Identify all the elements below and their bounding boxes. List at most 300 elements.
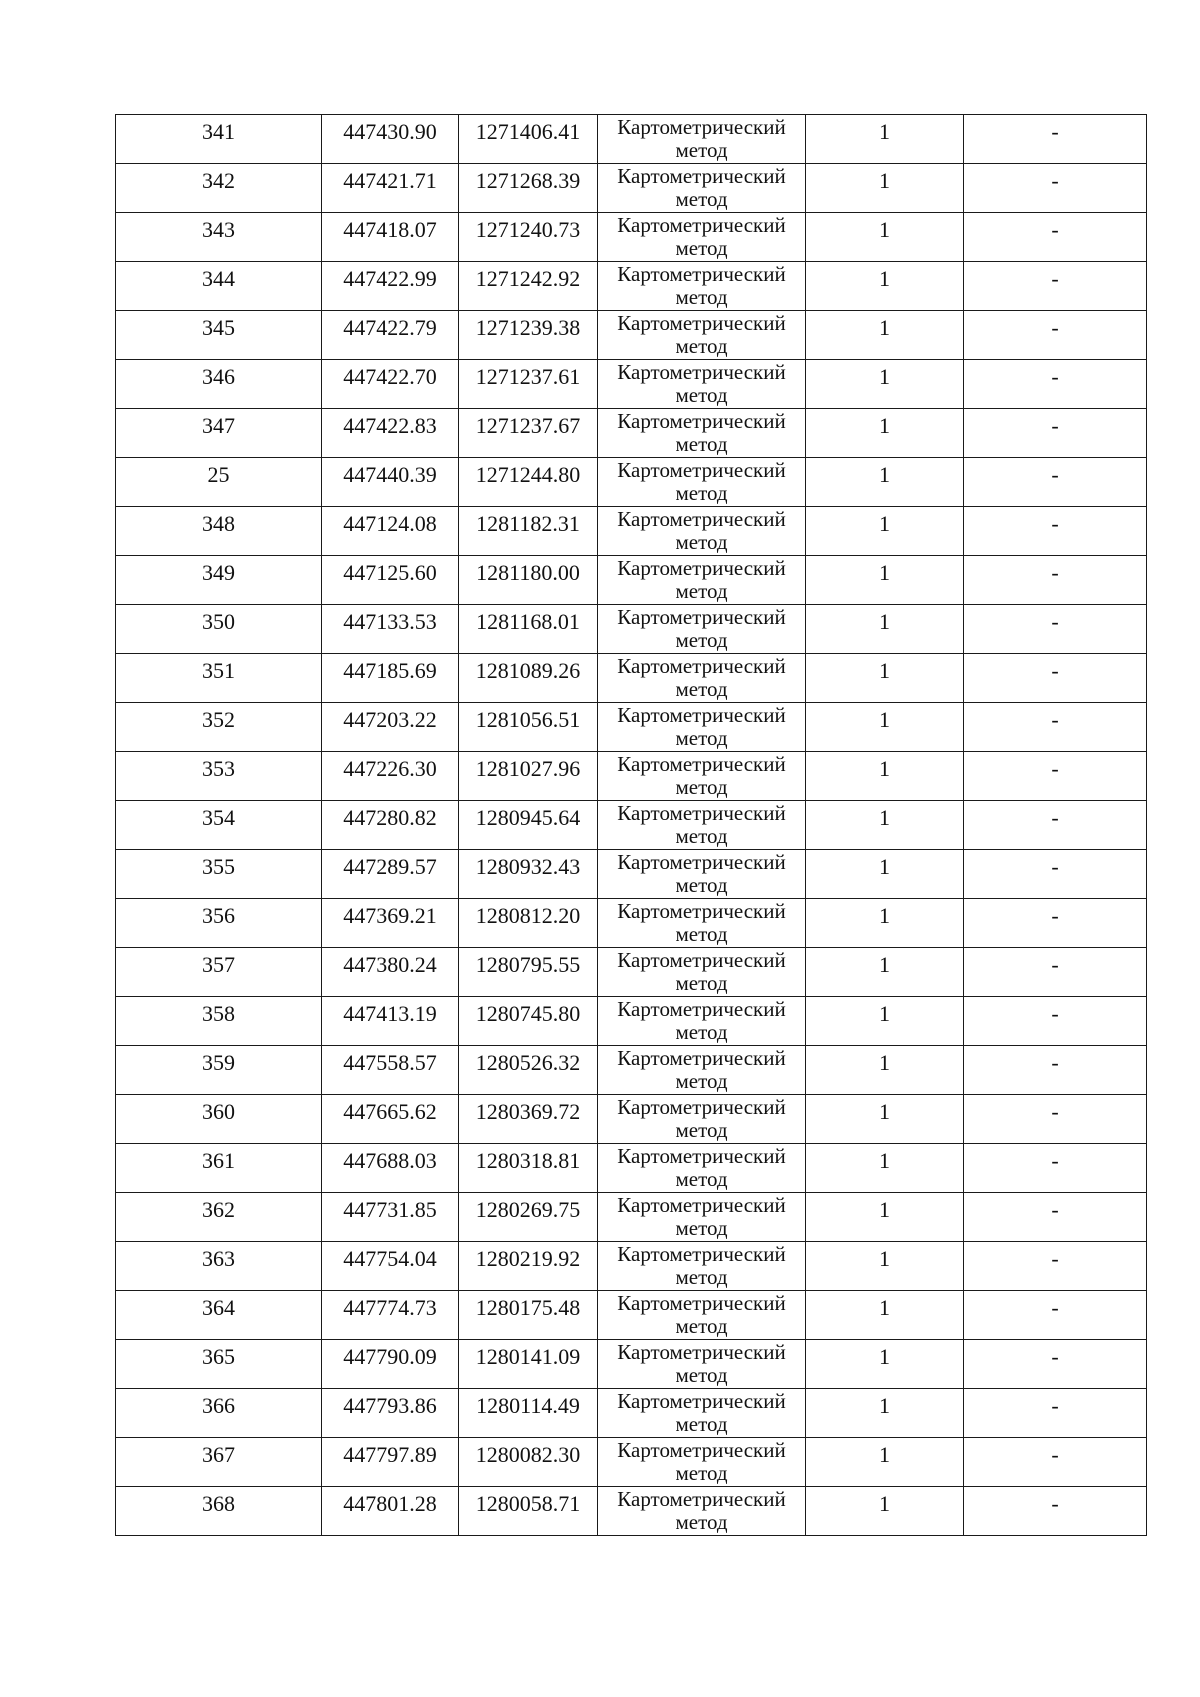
- note-cell: [964, 1193, 1147, 1242]
- error-cell: [806, 115, 964, 164]
- cell-text: 1271242.92: [475, 266, 581, 291]
- x-coordinate-cell: [322, 703, 459, 752]
- cell-text: 1: [879, 658, 890, 683]
- cell-text: -: [1051, 1197, 1059, 1222]
- cell-text: Картометрический метод: [617, 556, 786, 603]
- note-cell: [964, 213, 1147, 262]
- note-cell: [964, 1046, 1147, 1095]
- point-number-cell: [116, 1095, 322, 1144]
- cell-text: 358: [202, 1001, 235, 1026]
- cell-text: 345: [202, 315, 235, 340]
- cell-text: -: [1051, 1491, 1059, 1516]
- point-number-cell: [116, 1291, 322, 1340]
- table-row: [116, 360, 1147, 409]
- error-cell: [806, 1046, 964, 1095]
- method-cell: [598, 213, 806, 262]
- cell-text: 343: [202, 217, 235, 242]
- table-row: [116, 213, 1147, 262]
- note-cell: [964, 262, 1147, 311]
- cell-text: 447790.09: [343, 1344, 437, 1369]
- cell-text: Картометрический метод: [617, 752, 786, 799]
- cell-text: Картометрический метод: [617, 213, 786, 260]
- point-number-cell: [116, 899, 322, 948]
- cell-text: 1: [879, 1050, 890, 1075]
- cell-text: 342: [202, 168, 235, 193]
- y-coordinate-cell: [459, 1438, 598, 1487]
- cell-text: 1280269.75: [475, 1197, 581, 1222]
- note-cell: [964, 556, 1147, 605]
- x-coordinate-cell: [322, 1438, 459, 1487]
- cell-text: 447688.03: [343, 1148, 437, 1173]
- table-row: [116, 1144, 1147, 1193]
- cell-text: 1: [879, 1148, 890, 1173]
- point-number-cell: [116, 850, 322, 899]
- x-coordinate-cell: [322, 1291, 459, 1340]
- cell-text: -: [1051, 1295, 1059, 1320]
- note-cell: [964, 850, 1147, 899]
- y-coordinate-cell: [459, 1291, 598, 1340]
- coordinates-table: [115, 114, 1147, 1536]
- cell-text: -: [1051, 1099, 1059, 1124]
- cell-text: 1: [879, 462, 890, 487]
- x-coordinate-cell: [322, 1389, 459, 1438]
- error-cell: [806, 507, 964, 556]
- error-cell: [806, 1291, 964, 1340]
- cell-text: 1271239.38: [475, 315, 581, 340]
- cell-text: 355: [202, 854, 235, 879]
- cell-text: 365: [202, 1344, 235, 1369]
- point-number-cell: [116, 948, 322, 997]
- table-row: [116, 1438, 1147, 1487]
- cell-text: 1: [879, 168, 890, 193]
- cell-text: 447422.99: [343, 266, 437, 291]
- table-row: [116, 997, 1147, 1046]
- y-coordinate-cell: [459, 899, 598, 948]
- cell-text: 356: [202, 903, 235, 928]
- cell-text: 447731.85: [343, 1197, 437, 1222]
- cell-text: 447185.69: [343, 658, 437, 683]
- cell-text: Картометрический метод: [617, 1340, 786, 1387]
- point-number-cell: [116, 1046, 322, 1095]
- table-row: [116, 556, 1147, 605]
- error-cell: [806, 703, 964, 752]
- method-cell: [598, 1438, 806, 1487]
- point-number-cell: [116, 1242, 322, 1291]
- table-row: [116, 115, 1147, 164]
- point-number-cell: [116, 997, 322, 1046]
- y-coordinate-cell: [459, 311, 598, 360]
- cell-text: Картометрический метод: [617, 1389, 786, 1436]
- table-row: [116, 1095, 1147, 1144]
- cell-text: 1: [879, 119, 890, 144]
- cell-text: 1: [879, 1246, 890, 1271]
- point-number-cell: [116, 360, 322, 409]
- cell-text: 1: [879, 805, 890, 830]
- cell-text: Картометрический метод: [617, 850, 786, 897]
- cell-text: 1: [879, 1295, 890, 1320]
- cell-text: Картометрический метод: [617, 948, 786, 995]
- cell-text: 447440.39: [343, 462, 437, 487]
- cell-text: Картометрический метод: [617, 458, 786, 505]
- method-cell: [598, 1046, 806, 1095]
- cell-text: 1271406.41: [475, 119, 581, 144]
- y-coordinate-cell: [459, 801, 598, 850]
- point-number-cell: [116, 115, 322, 164]
- cell-text: 352: [202, 707, 235, 732]
- y-coordinate-cell: [459, 850, 598, 899]
- cell-text: Картометрический метод: [617, 507, 786, 554]
- method-cell: [598, 458, 806, 507]
- method-cell: [598, 948, 806, 997]
- cell-text: 447289.57: [343, 854, 437, 879]
- error-cell: [806, 164, 964, 213]
- cell-text: Картометрический метод: [617, 409, 786, 456]
- cell-text: 447558.57: [343, 1050, 437, 1075]
- method-cell: [598, 1340, 806, 1389]
- note-cell: [964, 948, 1147, 997]
- y-coordinate-cell: [459, 997, 598, 1046]
- y-coordinate-cell: [459, 458, 598, 507]
- cell-text: Картометрический метод: [617, 605, 786, 652]
- cell-text: 1: [879, 1099, 890, 1124]
- cell-text: Картометрический метод: [617, 1242, 786, 1289]
- point-number-cell: [116, 458, 322, 507]
- cell-text: 1: [879, 413, 890, 438]
- x-coordinate-cell: [322, 1193, 459, 1242]
- cell-text: -: [1051, 756, 1059, 781]
- cell-text: 447422.83: [343, 413, 437, 438]
- method-cell: [598, 801, 806, 850]
- x-coordinate-cell: [322, 164, 459, 213]
- error-cell: [806, 213, 964, 262]
- note-cell: [964, 752, 1147, 801]
- cell-text: -: [1051, 805, 1059, 830]
- y-coordinate-cell: [459, 1193, 598, 1242]
- cell-text: -: [1051, 1393, 1059, 1418]
- cell-text: Картометрический метод: [617, 1487, 786, 1534]
- cell-text: 447125.60: [343, 560, 437, 585]
- x-coordinate-cell: [322, 213, 459, 262]
- cell-text: 349: [202, 560, 235, 585]
- cell-text: 354: [202, 805, 235, 830]
- error-cell: [806, 850, 964, 899]
- table-row: [116, 409, 1147, 458]
- cell-text: 344: [202, 266, 235, 291]
- cell-text: -: [1051, 119, 1059, 144]
- cell-text: 1: [879, 1393, 890, 1418]
- cell-text: -: [1051, 1001, 1059, 1026]
- error-cell: [806, 262, 964, 311]
- method-cell: [598, 1242, 806, 1291]
- note-cell: [964, 311, 1147, 360]
- y-coordinate-cell: [459, 752, 598, 801]
- note-cell: [964, 164, 1147, 213]
- cell-text: 447801.28: [343, 1491, 437, 1516]
- cell-text: 1280082.30: [475, 1442, 581, 1467]
- cell-text: Картометрический метод: [617, 1193, 786, 1240]
- y-coordinate-cell: [459, 1487, 598, 1536]
- point-number-cell: [116, 311, 322, 360]
- x-coordinate-cell: [322, 1046, 459, 1095]
- cell-text: 447422.79: [343, 315, 437, 340]
- y-coordinate-cell: [459, 213, 598, 262]
- x-coordinate-cell: [322, 752, 459, 801]
- error-cell: [806, 458, 964, 507]
- error-cell: [806, 752, 964, 801]
- y-coordinate-cell: [459, 556, 598, 605]
- cell-text: Картометрический метод: [617, 360, 786, 407]
- table-row: [116, 703, 1147, 752]
- cell-text: -: [1051, 413, 1059, 438]
- y-coordinate-cell: [459, 262, 598, 311]
- cell-text: -: [1051, 854, 1059, 879]
- cell-text: Картометрический метод: [617, 801, 786, 848]
- cell-text: 25: [207, 462, 230, 487]
- error-cell: [806, 1193, 964, 1242]
- method-cell: [598, 262, 806, 311]
- error-cell: [806, 311, 964, 360]
- x-coordinate-cell: [322, 850, 459, 899]
- cell-text: 1280745.80: [475, 1001, 581, 1026]
- point-number-cell: [116, 507, 322, 556]
- cell-text: 350: [202, 609, 235, 634]
- y-coordinate-cell: [459, 605, 598, 654]
- note-cell: [964, 801, 1147, 850]
- cell-text: -: [1051, 1050, 1059, 1075]
- cell-text: 1280318.81: [475, 1148, 581, 1173]
- point-number-cell: [116, 1438, 322, 1487]
- cell-text: 359: [202, 1050, 235, 1075]
- x-coordinate-cell: [322, 801, 459, 850]
- method-cell: [598, 1487, 806, 1536]
- method-cell: [598, 899, 806, 948]
- x-coordinate-cell: [322, 605, 459, 654]
- point-number-cell: [116, 262, 322, 311]
- cell-text: 353: [202, 756, 235, 781]
- method-cell: [598, 1095, 806, 1144]
- cell-text: 363: [202, 1246, 235, 1271]
- cell-text: -: [1051, 1344, 1059, 1369]
- error-cell: [806, 997, 964, 1046]
- cell-text: 1: [879, 1344, 890, 1369]
- error-cell: [806, 605, 964, 654]
- method-cell: [598, 311, 806, 360]
- cell-text: 347: [202, 413, 235, 438]
- cell-text: 360: [202, 1099, 235, 1124]
- cell-text: 1: [879, 1001, 890, 1026]
- error-cell: [806, 556, 964, 605]
- x-coordinate-cell: [322, 1242, 459, 1291]
- cell-text: 1280526.32: [475, 1050, 581, 1075]
- cell-text: 447421.71: [343, 168, 437, 193]
- cell-text: 1271268.39: [475, 168, 581, 193]
- method-cell: [598, 605, 806, 654]
- table-row: [116, 1291, 1147, 1340]
- x-coordinate-cell: [322, 262, 459, 311]
- table-body: [116, 115, 1147, 1536]
- cell-text: 1: [879, 903, 890, 928]
- cell-text: Картометрический метод: [617, 1046, 786, 1093]
- method-cell: [598, 997, 806, 1046]
- cell-text: 1281056.51: [475, 707, 581, 732]
- table-row: [116, 752, 1147, 801]
- cell-text: -: [1051, 1246, 1059, 1271]
- cell-text: -: [1051, 903, 1059, 928]
- note-cell: [964, 605, 1147, 654]
- x-coordinate-cell: [322, 115, 459, 164]
- cell-text: -: [1051, 1148, 1059, 1173]
- cell-text: 1280945.64: [475, 805, 581, 830]
- cell-text: Картометрический метод: [617, 115, 786, 162]
- method-cell: [598, 703, 806, 752]
- point-number-cell: [116, 1340, 322, 1389]
- cell-text: -: [1051, 952, 1059, 977]
- note-cell: [964, 1095, 1147, 1144]
- cell-text: 1280369.72: [475, 1099, 581, 1124]
- cell-text: 1: [879, 511, 890, 536]
- cell-text: 1280219.92: [475, 1246, 581, 1271]
- note-cell: [964, 360, 1147, 409]
- y-coordinate-cell: [459, 409, 598, 458]
- note-cell: [964, 115, 1147, 164]
- cell-text: 1: [879, 854, 890, 879]
- table-row: [116, 899, 1147, 948]
- cell-text: 357: [202, 952, 235, 977]
- cell-text: 346: [202, 364, 235, 389]
- cell-text: -: [1051, 315, 1059, 340]
- point-number-cell: [116, 1193, 322, 1242]
- error-cell: [806, 1144, 964, 1193]
- cell-text: 447793.86: [343, 1393, 437, 1418]
- error-cell: [806, 1095, 964, 1144]
- note-cell: [964, 703, 1147, 752]
- cell-text: 1271244.80: [475, 462, 581, 487]
- x-coordinate-cell: [322, 1095, 459, 1144]
- x-coordinate-cell: [322, 948, 459, 997]
- cell-text: 447754.04: [343, 1246, 437, 1271]
- y-coordinate-cell: [459, 654, 598, 703]
- note-cell: [964, 1340, 1147, 1389]
- method-cell: [598, 164, 806, 213]
- point-number-cell: [116, 409, 322, 458]
- error-cell: [806, 948, 964, 997]
- cell-text: 447665.62: [343, 1099, 437, 1124]
- cell-text: -: [1051, 707, 1059, 732]
- table-row: [116, 1193, 1147, 1242]
- cell-text: 1280175.48: [475, 1295, 581, 1320]
- point-number-cell: [116, 703, 322, 752]
- cell-text: 1281180.00: [476, 560, 580, 585]
- error-cell: [806, 1340, 964, 1389]
- cell-text: 447226.30: [343, 756, 437, 781]
- y-coordinate-cell: [459, 360, 598, 409]
- cell-text: 1280141.09: [475, 1344, 581, 1369]
- x-coordinate-cell: [322, 1144, 459, 1193]
- cell-text: 361: [202, 1148, 235, 1173]
- table-row: [116, 507, 1147, 556]
- note-cell: [964, 409, 1147, 458]
- cell-text: 447430.90: [343, 119, 437, 144]
- point-number-cell: [116, 605, 322, 654]
- y-coordinate-cell: [459, 1144, 598, 1193]
- cell-text: 1: [879, 1197, 890, 1222]
- point-number-cell: [116, 1487, 322, 1536]
- cell-text: 1: [879, 266, 890, 291]
- y-coordinate-cell: [459, 507, 598, 556]
- point-number-cell: [116, 654, 322, 703]
- note-cell: [964, 1487, 1147, 1536]
- table-row: [116, 262, 1147, 311]
- cell-text: 447124.08: [343, 511, 437, 536]
- x-coordinate-cell: [322, 1340, 459, 1389]
- cell-text: Картометрический метод: [617, 703, 786, 750]
- note-cell: [964, 997, 1147, 1046]
- cell-text: 447774.73: [343, 1295, 437, 1320]
- note-cell: [964, 458, 1147, 507]
- cell-text: 368: [202, 1491, 235, 1516]
- table-row: [116, 311, 1147, 360]
- note-cell: [964, 1144, 1147, 1193]
- table-row: [116, 801, 1147, 850]
- x-coordinate-cell: [322, 507, 459, 556]
- error-cell: [806, 801, 964, 850]
- table-row: [116, 1340, 1147, 1389]
- cell-text: Картометрический метод: [617, 1144, 786, 1191]
- error-cell: [806, 1242, 964, 1291]
- table-row: [116, 654, 1147, 703]
- cell-text: 447133.53: [343, 609, 437, 634]
- point-number-cell: [116, 213, 322, 262]
- cell-text: -: [1051, 364, 1059, 389]
- point-number-cell: [116, 1144, 322, 1193]
- table-row: [116, 458, 1147, 507]
- cell-text: Картометрический метод: [617, 654, 786, 701]
- cell-text: Картометрический метод: [617, 899, 786, 946]
- point-number-cell: [116, 752, 322, 801]
- y-coordinate-cell: [459, 1095, 598, 1144]
- cell-text: 1281182.31: [476, 511, 580, 536]
- method-cell: [598, 850, 806, 899]
- cell-text: 364: [202, 1295, 235, 1320]
- x-coordinate-cell: [322, 654, 459, 703]
- y-coordinate-cell: [459, 1242, 598, 1291]
- cell-text: 447413.19: [343, 1001, 437, 1026]
- note-cell: [964, 899, 1147, 948]
- method-cell: [598, 507, 806, 556]
- cell-text: 1280932.43: [475, 854, 581, 879]
- point-number-cell: [116, 1389, 322, 1438]
- cell-text: 1271240.73: [475, 217, 581, 242]
- x-coordinate-cell: [322, 556, 459, 605]
- x-coordinate-cell: [322, 360, 459, 409]
- y-coordinate-cell: [459, 703, 598, 752]
- note-cell: [964, 654, 1147, 703]
- cell-text: -: [1051, 462, 1059, 487]
- x-coordinate-cell: [322, 458, 459, 507]
- table-row: [116, 1046, 1147, 1095]
- cell-text: 1: [879, 560, 890, 585]
- cell-text: 366: [202, 1393, 235, 1418]
- cell-text: -: [1051, 1442, 1059, 1467]
- cell-text: 447369.21: [343, 903, 437, 928]
- error-cell: [806, 1389, 964, 1438]
- y-coordinate-cell: [459, 1389, 598, 1438]
- cell-text: 1280058.71: [475, 1491, 581, 1516]
- cell-text: Картометрический метод: [617, 997, 786, 1044]
- cell-text: Картометрический метод: [617, 311, 786, 358]
- x-coordinate-cell: [322, 1487, 459, 1536]
- note-cell: [964, 1438, 1147, 1487]
